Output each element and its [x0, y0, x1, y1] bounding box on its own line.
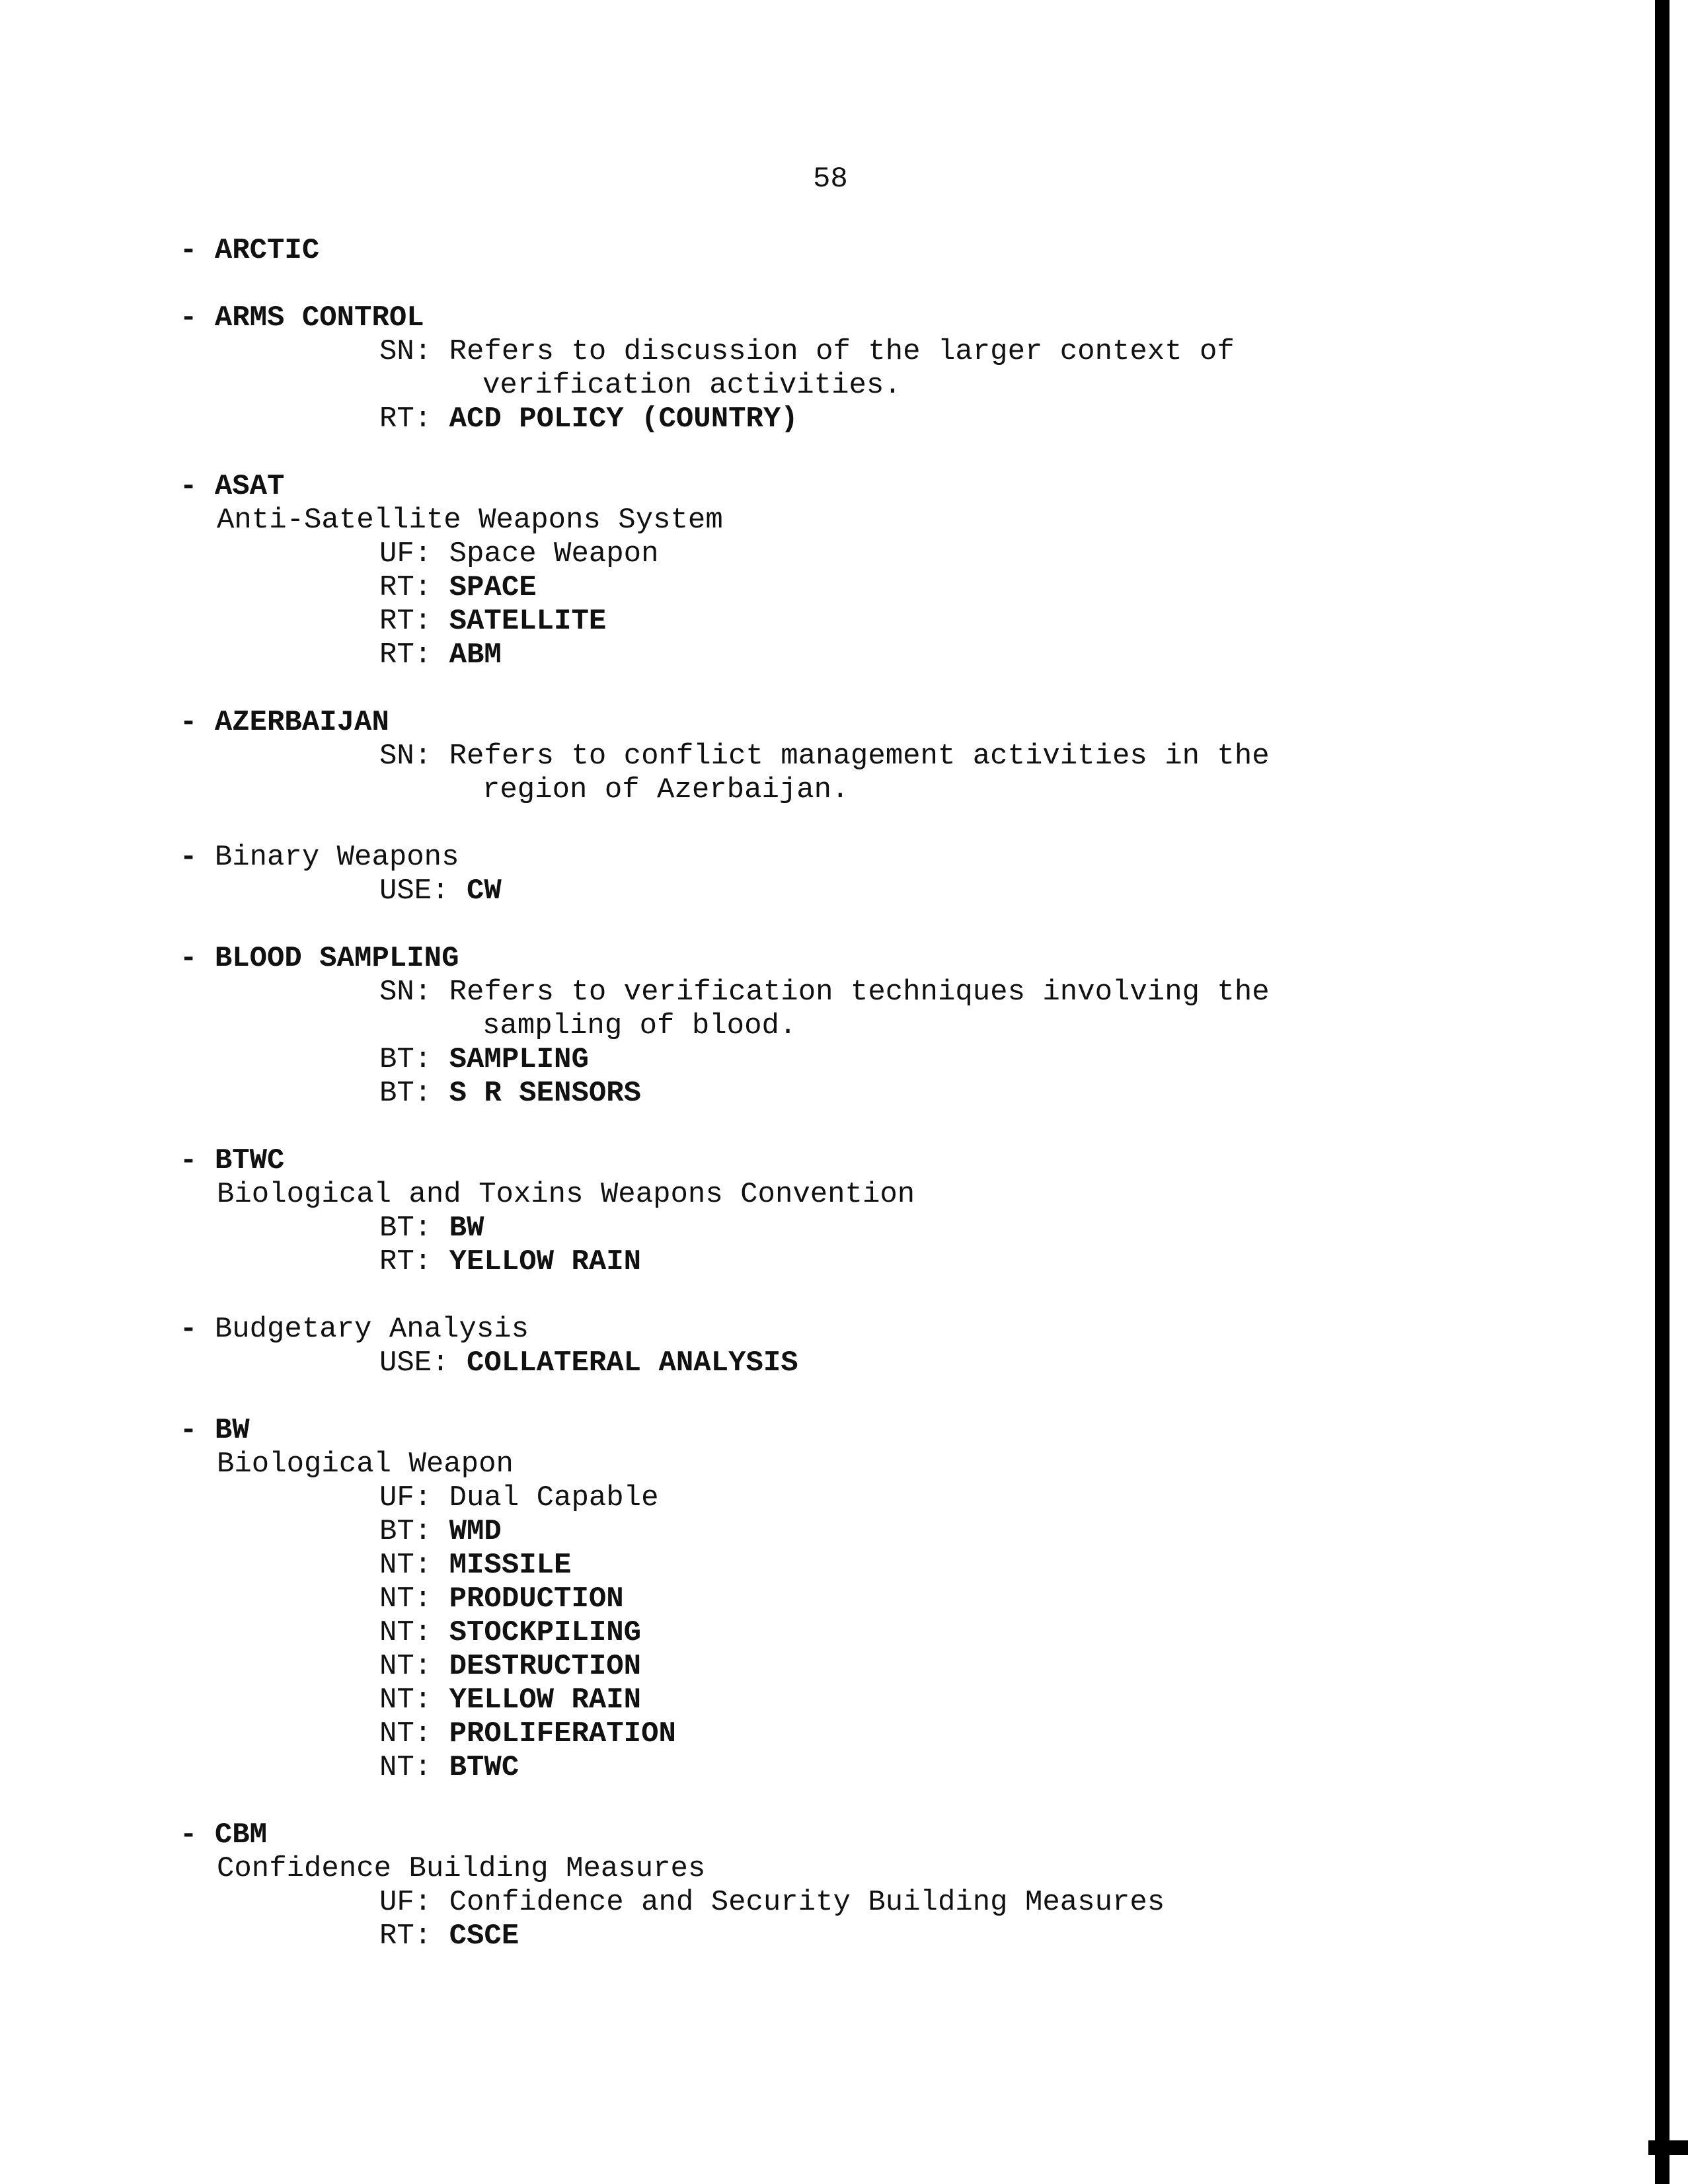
entry-field — [180, 1920, 1502, 1953]
thesaurus-entry — [180, 470, 1502, 672]
entry-dash: - — [180, 1414, 198, 1447]
entry-field — [180, 1684, 1502, 1717]
entry-heading — [180, 1818, 1502, 1852]
entry-dash: - — [180, 1818, 198, 1852]
field-reference-term: SPACE — [449, 571, 537, 604]
field-label: UF: — [379, 537, 432, 570]
thesaurus-entry — [180, 942, 1502, 1111]
entry-field — [180, 1346, 1502, 1380]
field-label: NT: — [379, 1549, 432, 1582]
thesaurus-entry — [180, 301, 1502, 436]
field-label: RT: — [379, 1920, 432, 1953]
field-label: BT: — [379, 1212, 432, 1245]
field-value: Refers to verification techniques involving the — [449, 976, 1270, 1009]
entry-expansion: Anti-Satellite Weapons System — [217, 504, 723, 537]
field-reference-term: BTWC — [449, 1751, 519, 1784]
field-reference-term: ACD POLICY (COUNTRY) — [449, 403, 798, 436]
field-label: RT: — [379, 639, 432, 672]
entry-dash: - — [180, 942, 198, 975]
entry-heading — [180, 234, 1502, 268]
page-number: 58 — [813, 163, 848, 196]
field-reference-term: WMD — [449, 1515, 502, 1548]
entry-field — [180, 1043, 1502, 1077]
field-value: Space Weapon — [449, 537, 659, 570]
entry-field — [180, 1481, 1502, 1515]
scope-note-continuation: sampling of blood. — [482, 1009, 797, 1042]
entry-heading — [180, 1144, 1502, 1178]
thesaurus-entry — [180, 1818, 1502, 1953]
thesaurus-entry — [180, 1313, 1502, 1380]
field-reference-term: MISSILE — [449, 1549, 572, 1582]
entry-field — [180, 1650, 1502, 1684]
entry-dash: - — [180, 470, 198, 503]
entry-dash: - — [180, 841, 198, 874]
entry-term: BTWC — [214, 1144, 285, 1177]
field-reference-term: YELLOW RAIN — [449, 1684, 642, 1717]
field-reference-term: STOCKPILING — [449, 1616, 642, 1649]
entry-field — [180, 1616, 1502, 1650]
thesaurus-entry — [180, 1414, 1502, 1785]
page-edge-border — [1655, 0, 1669, 2184]
entry-field — [180, 537, 1502, 571]
entry-term: Budgetary Analysis — [214, 1313, 529, 1346]
field-reference-term: BW — [449, 1212, 484, 1245]
entry-expansion: Confidence Building Measures — [217, 1852, 706, 1885]
field-reference-term: ABM — [449, 639, 502, 672]
field-reference-term: YELLOW RAIN — [449, 1245, 642, 1278]
entry-field — [180, 1751, 1502, 1785]
thesaurus-entries — [180, 234, 1502, 1953]
field-label: NT: — [379, 1616, 432, 1649]
entry-field — [180, 1549, 1502, 1582]
entry-term: ASAT — [214, 470, 285, 503]
field-label: UF: — [379, 1886, 432, 1919]
thesaurus-entry — [180, 841, 1502, 908]
entry-term: BLOOD SAMPLING — [214, 942, 459, 975]
field-value: Dual Capable — [449, 1481, 659, 1514]
field-value: Refers to discussion of the larger context of — [449, 335, 1235, 368]
field-label: SN: — [379, 740, 432, 773]
thesaurus-entry — [180, 706, 1502, 807]
field-label: UF: — [379, 1481, 432, 1514]
entry-field — [180, 1582, 1502, 1616]
field-label: NT: — [379, 1751, 432, 1784]
entry-field — [180, 976, 1502, 1009]
entry-field — [180, 1245, 1502, 1279]
field-label: RT: — [379, 571, 432, 604]
entry-dash: - — [180, 1313, 198, 1346]
field-label: NT: — [379, 1650, 432, 1683]
entry-field — [180, 1212, 1502, 1245]
field-reference-term: CSCE — [449, 1920, 519, 1953]
field-label: USE: — [379, 875, 449, 908]
entry-term: AZERBAIJAN — [214, 706, 389, 739]
entry-dash: - — [180, 706, 198, 739]
entry-dash: - — [180, 301, 198, 334]
entry-heading — [180, 706, 1502, 740]
entry-heading — [180, 301, 1502, 335]
field-reference-term: PRODUCTION — [449, 1582, 624, 1616]
entry-expansion: Biological Weapon — [217, 1448, 514, 1481]
entry-field — [180, 740, 1502, 773]
entry-term: CBM — [214, 1818, 268, 1852]
entry-heading — [180, 1313, 1502, 1346]
field-label: NT: — [379, 1684, 432, 1717]
field-reference-term: S R SENSORS — [449, 1077, 642, 1110]
field-reference-term: CW — [467, 875, 502, 908]
entry-term: BW — [214, 1414, 250, 1447]
field-value: Refers to conflict management activities in the — [449, 740, 1270, 773]
entry-field — [180, 403, 1502, 436]
field-label: SN: — [379, 976, 432, 1009]
field-reference-term: PROLIFERATION — [449, 1717, 676, 1750]
entry-field — [180, 639, 1502, 672]
entry-field — [180, 335, 1502, 369]
field-label: BT: — [379, 1077, 432, 1110]
entry-expansion: Biological and Toxins Weapons Convention — [217, 1178, 915, 1211]
field-label: RT: — [379, 605, 432, 638]
field-reference-term: COLLATERAL ANALYSIS — [467, 1346, 798, 1380]
entry-field — [180, 605, 1502, 639]
scope-note-continuation: verification activities. — [482, 369, 902, 402]
entry-heading — [180, 1414, 1502, 1448]
field-reference-term: SATELLITE — [449, 605, 607, 638]
entry-term: ARCTIC — [214, 234, 320, 267]
entry-field — [180, 1717, 1502, 1751]
entry-field — [180, 1886, 1502, 1920]
field-label: RT: — [379, 1245, 432, 1278]
entry-field — [180, 1515, 1502, 1549]
entry-dash: - — [180, 1144, 198, 1177]
field-value: Confidence and Security Building Measures — [449, 1886, 1165, 1919]
entry-dash: - — [180, 234, 198, 267]
thesaurus-entry — [180, 1144, 1502, 1279]
entry-field — [180, 875, 1502, 908]
scope-note-continuation: region of Azerbaijan. — [482, 773, 849, 806]
field-label: SN: — [379, 335, 432, 368]
field-reference-term: DESTRUCTION — [449, 1650, 642, 1683]
field-label: BT: — [379, 1043, 432, 1076]
entry-heading — [180, 470, 1502, 504]
entry-field — [180, 571, 1502, 605]
field-label: USE: — [379, 1346, 449, 1380]
field-label: NT: — [379, 1717, 432, 1750]
page-edge-border-foot — [1648, 2140, 1688, 2155]
field-label: NT: — [379, 1582, 432, 1616]
entry-field — [180, 1077, 1502, 1111]
entry-heading — [180, 841, 1502, 875]
field-reference-term: SAMPLING — [449, 1043, 589, 1076]
field-label: RT: — [379, 403, 432, 436]
entry-term: Binary Weapons — [214, 841, 459, 874]
entry-term: ARMS CONTROL — [214, 301, 424, 334]
field-label: BT: — [379, 1515, 432, 1548]
entry-heading — [180, 942, 1502, 976]
thesaurus-entry — [180, 234, 1502, 268]
